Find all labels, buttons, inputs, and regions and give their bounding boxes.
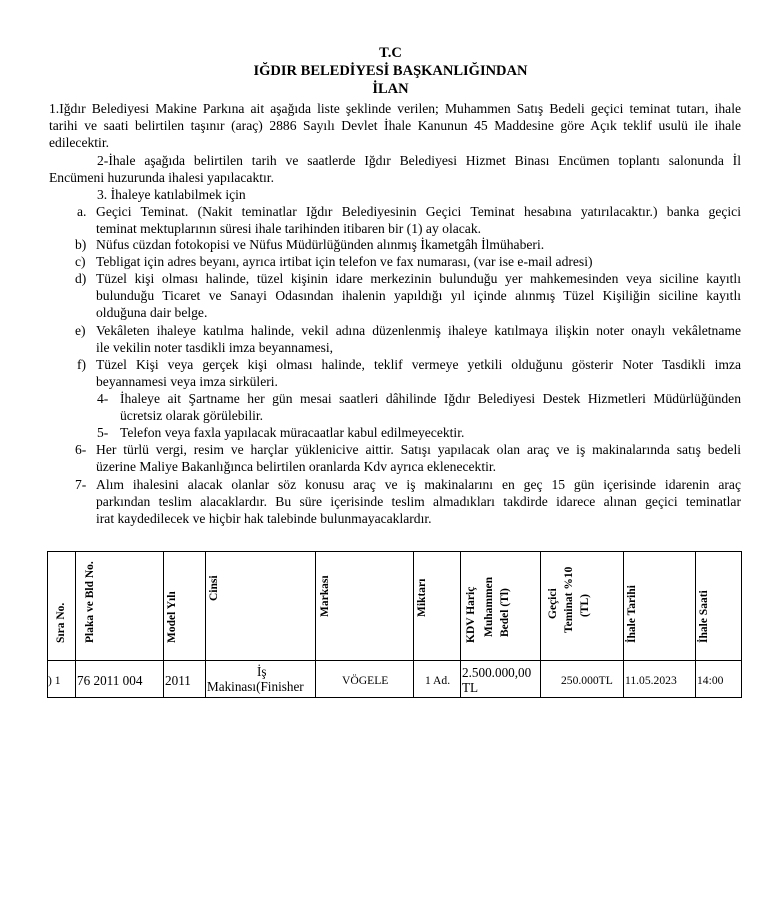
cell-saat-text: 14:00 [697,674,724,687]
item-f-label: f) [77,357,87,372]
cell-cinsi-text-1: İş [257,664,267,679]
header-tarih-label: İhale Tarihi [626,585,638,643]
header-markasi-label: Markası [319,575,331,617]
header-teminat-label-1: Geçici [547,588,559,619]
table-header-row [48,552,742,661]
item-d-line1: Tüzel kişi olması halinde, tüzel kişinin idare merkezinin bulunduğu yer mahkemesinden veya siciline kayıtlı [96,271,741,286]
item-b-line1: Nüfus cüzdan fotokopisi ve Nüfus Müdürlüğünden alınmış İkametgâh İlmühaberi. [96,237,545,252]
item-a-line2: teminat mektuplarının süresi ihale tarihinden itibaren bir (1) ay olacak. [96,221,482,236]
table-row [48,661,742,698]
cell-model [164,661,206,698]
header-bedel-label-3: Bedel (Tl) [499,588,511,637]
header-cinsi-label: Cinsi [208,575,220,601]
header-bedel [461,552,541,661]
cell-miktari [414,661,461,698]
item-f-line2: beyannamesi veya imza sirküleri. [96,374,278,389]
cell-plaka [76,661,164,698]
cell-sira-text: ) 1 [48,674,61,687]
header-plaka [76,552,164,661]
item-4-line2: ücretsiz olarak görülebilir. [120,408,264,423]
item-c-label: c) [75,254,86,269]
cell-plaka-text: 76 2011 004 [77,673,143,688]
cell-sira [48,661,76,698]
item-d-line3: olduğuna dair belge. [96,305,208,320]
header-sira [48,552,76,661]
p1-line3: edilecektir. [49,135,110,150]
cell-miktari-text: 1 Ad. [425,674,451,687]
header-saat-label: İhale Saati [698,590,710,643]
p1-line1: 1.Iğdır Belediyesi Makine Parkına ait aşağıda liste şeklinde verilen; Muhammen Satış Bedeli geçici teminat tutarı, ihale [49,101,741,116]
header-cinsi [206,552,316,661]
header-teminat-label-2: Teminat %10 [563,566,575,633]
item-a-line1: Geçici Teminat. (Nakit teminatlar Iğdır Belediyesinin Geçici Teminat hesabına yatırılacaktır.) banka geçici [96,204,741,219]
cell-markasi-text: VÖGELE [342,674,389,687]
item-b-label: b) [75,237,87,252]
auction-table [47,551,742,698]
header-model-label: Model Yılı [166,591,178,643]
header-markasi [316,552,414,661]
header-tc: T.C [379,45,402,61]
cell-bedel-text-1: 2.500.000,00 [462,665,532,680]
item-6-label: 6- [75,442,87,457]
item-7-label: 7- [75,477,87,492]
cell-teminat-text: 250.000TL [561,674,613,687]
p1-line2: tarihi ve saati belirtilen taşınır (araç) 2886 Sayılı Devlet İhale Kanunun 45 Maddesine göre Açık teklif usulü ile ihale [49,118,741,133]
header-sira-label: Sıra No. [54,602,67,643]
item-e-label: e) [75,323,86,338]
cell-bedel-text-2: TL [462,680,479,695]
cell-cinsi [206,661,316,698]
item-d-line2: bulunduğu Ticaret ve Sanayi Odasından ihalenin yapıldığı yıl içinde alınmış Tüzel Kişiliğin siciline kayıtlı [96,288,741,303]
item-5-line1: Telefon veya faxla yapılacak müracaatlar kabul edilmeyecektir. [120,425,465,440]
item-4-line1: İhaleye ait Şartname her gün mesai saatleri dâhilinde Iğdır Belediyesi Destek Hizmetleri Müdürlüğünden [120,391,741,406]
item-7-line3: irat kaydedilecek ve hiçbir hak talebinde bulunmayacaklardır. [96,511,432,526]
item-e-line1: Vekâleten ihaleye katılma halinde, vekil adına düzenlenmiş ihaleye katılmaya ilişkin noter onaylı vekâletname [96,323,741,338]
item-5-label: 5- [97,425,109,440]
item-e-line2: ile vekilin noter tasdikli imza beyannamesi, [96,340,334,355]
cell-tarih [624,661,696,698]
header-miktari [414,552,461,661]
item-a-label: a. [77,204,87,219]
cell-cinsi-text-2: Makinası(Finisher [207,679,304,694]
cell-saat [696,661,742,698]
header-tarih [624,552,696,661]
item-6-line2: üzerine Maliye Bakanlığınca belirtilen oranlarda Kdv ayrıca eklenecektir. [96,459,497,474]
cell-tarih-text: 11.05.2023 [625,674,677,687]
header-teminat [541,552,624,661]
cell-teminat [541,661,624,698]
header-saat [696,552,742,661]
header-miktari-label: Miktarı [416,578,428,617]
item-7-line2: parkından teslim alacaklardır. Bu süre içerisinde teslim almadıkları takdirde idarece alınan geçici teminatlar [96,494,741,509]
item-7-line1: Alım ihalesini alacak olanlar söz konusu araç ve iş makinalarını en geç 15 gün içerisinde idarenin araç [96,477,741,492]
header-bedel-label-1: KDV Hariç [465,586,477,643]
header-teminat-label-3: (TL) [579,594,591,617]
p3-heading: 3. İhaleye katılabilmek için [97,187,246,202]
item-f-line1: Tüzel Kişi veya gerçek kişi olması halinde, teklif vermeye yetkili olduğunu gösterir Noter Tasdikli imza [96,357,741,372]
header-title: IĞDIR BELEDİYESİ BAŞKANLIĞINDAN [253,63,528,79]
item-d-label: d) [75,271,87,286]
header-bedel-label-2: Muhammen [483,576,495,637]
header-ilan: İLAN [372,81,409,97]
header-model [164,552,206,661]
cell-bedel [461,661,541,698]
item-c-line1: Tebligat için adres beyanı, ayrıca irtibat için telefon ve fax numarası, (var ise e-mail adresi) [96,254,593,269]
p2-line1: 2-İhale aşağıda belirtilen tarih ve saatlerde Iğdır Belediyesi Hizmet Binası Encümen toplantı salonunda İl [97,153,741,168]
header-plaka-label: Plaka ve Bld No. [84,561,96,643]
p2-line2: Encümeni huzurunda ihalesi yapılacaktır. [49,170,274,185]
cell-markasi [316,661,414,698]
item-4-label: 4- [97,391,109,406]
cell-model-text: 2011 [165,673,191,688]
item-6-line1: Her türlü vergi, resim ve harçlar yüklenicive aittir. Satışı yapılacak olan araç ve iş makinalarında satış bedeli [96,442,741,457]
